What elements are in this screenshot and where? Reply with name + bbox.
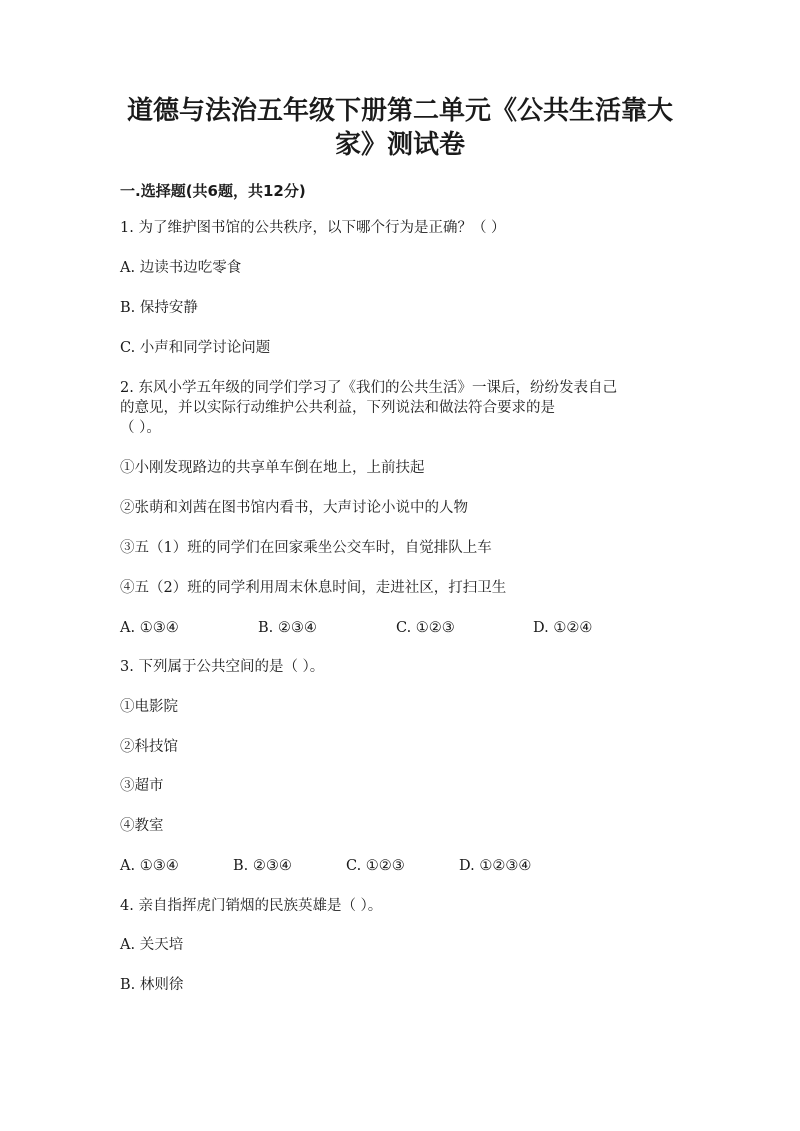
section-header: 一.选择题(共6题，共12分) [120, 182, 306, 200]
question-3-option-d: D. ①②③④ [459, 858, 532, 874]
page-title [0, 94, 800, 162]
question-3-option-c: C. ①②③ [346, 858, 405, 874]
question-3-option-a: A. ①③④ [120, 858, 179, 874]
question-1-option-a: A. 边读书边吃零食 [120, 260, 242, 276]
question-2-stem-line-1: 2. 东风小学五年级的同学们学习了《我们的公共生活》一课后，纷纷发表自己 [120, 380, 617, 396]
question-2-item-4: ④五（2）班的同学利用周末休息时间，走进社区，打扫卫生 [120, 580, 507, 596]
question-3-item-3: ③超市 [120, 778, 164, 794]
question-2-item-1: ①小刚发现路边的共享单车倒在地上，上前扶起 [120, 460, 425, 476]
question-1-option-b: B. 保持安静 [120, 300, 198, 316]
title-line-2: 家》测试卷 [334, 130, 465, 160]
question-3-item-2: ②科技馆 [120, 739, 178, 755]
question-2-item-3: ③五（1）班的同学们在回家乘坐公交车时，自觉排队上车 [120, 540, 492, 556]
question-2-option-d: D. ①②④ [533, 620, 593, 636]
question-2-option-b: B. ②③④ [258, 620, 317, 636]
question-2-item-2: ②张萌和刘茜在图书馆内看书，大声讨论小说中的人物 [120, 500, 468, 516]
question-3-option-b: B. ②③④ [233, 858, 292, 874]
question-2-stem-line-3: （ ）。 [120, 420, 161, 436]
question-3-item-4: ④教室 [120, 818, 164, 834]
question-4-option-a: A. 关天培 [120, 937, 184, 953]
question-4-stem: 4. 亲自指挥虎门销烟的民族英雄是（ ）。 [120, 898, 383, 914]
question-3-stem: 3. 下列属于公共空间的是（ ）。 [120, 659, 325, 675]
question-3-item-1: ①电影院 [120, 699, 178, 715]
question-2-option-a: A. ①③④ [120, 620, 179, 636]
question-2-stem-line-2: 的意见，并以实际行动维护公共利益，下列说法和做法符合要求的是 [120, 400, 555, 416]
question-2-option-c: C. ①②③ [396, 620, 455, 636]
question-1-option-c: C. 小声和同学讨论问题 [120, 340, 271, 356]
title-line-1: 道德与法治五年级下册第二单元《公共生活靠大 [126, 96, 673, 126]
question-1-stem: 1. 为了维护图书馆的公共秩序，以下哪个行为是正确？（ ） [120, 220, 506, 236]
question-4-option-b: B. 林则徐 [120, 977, 184, 993]
